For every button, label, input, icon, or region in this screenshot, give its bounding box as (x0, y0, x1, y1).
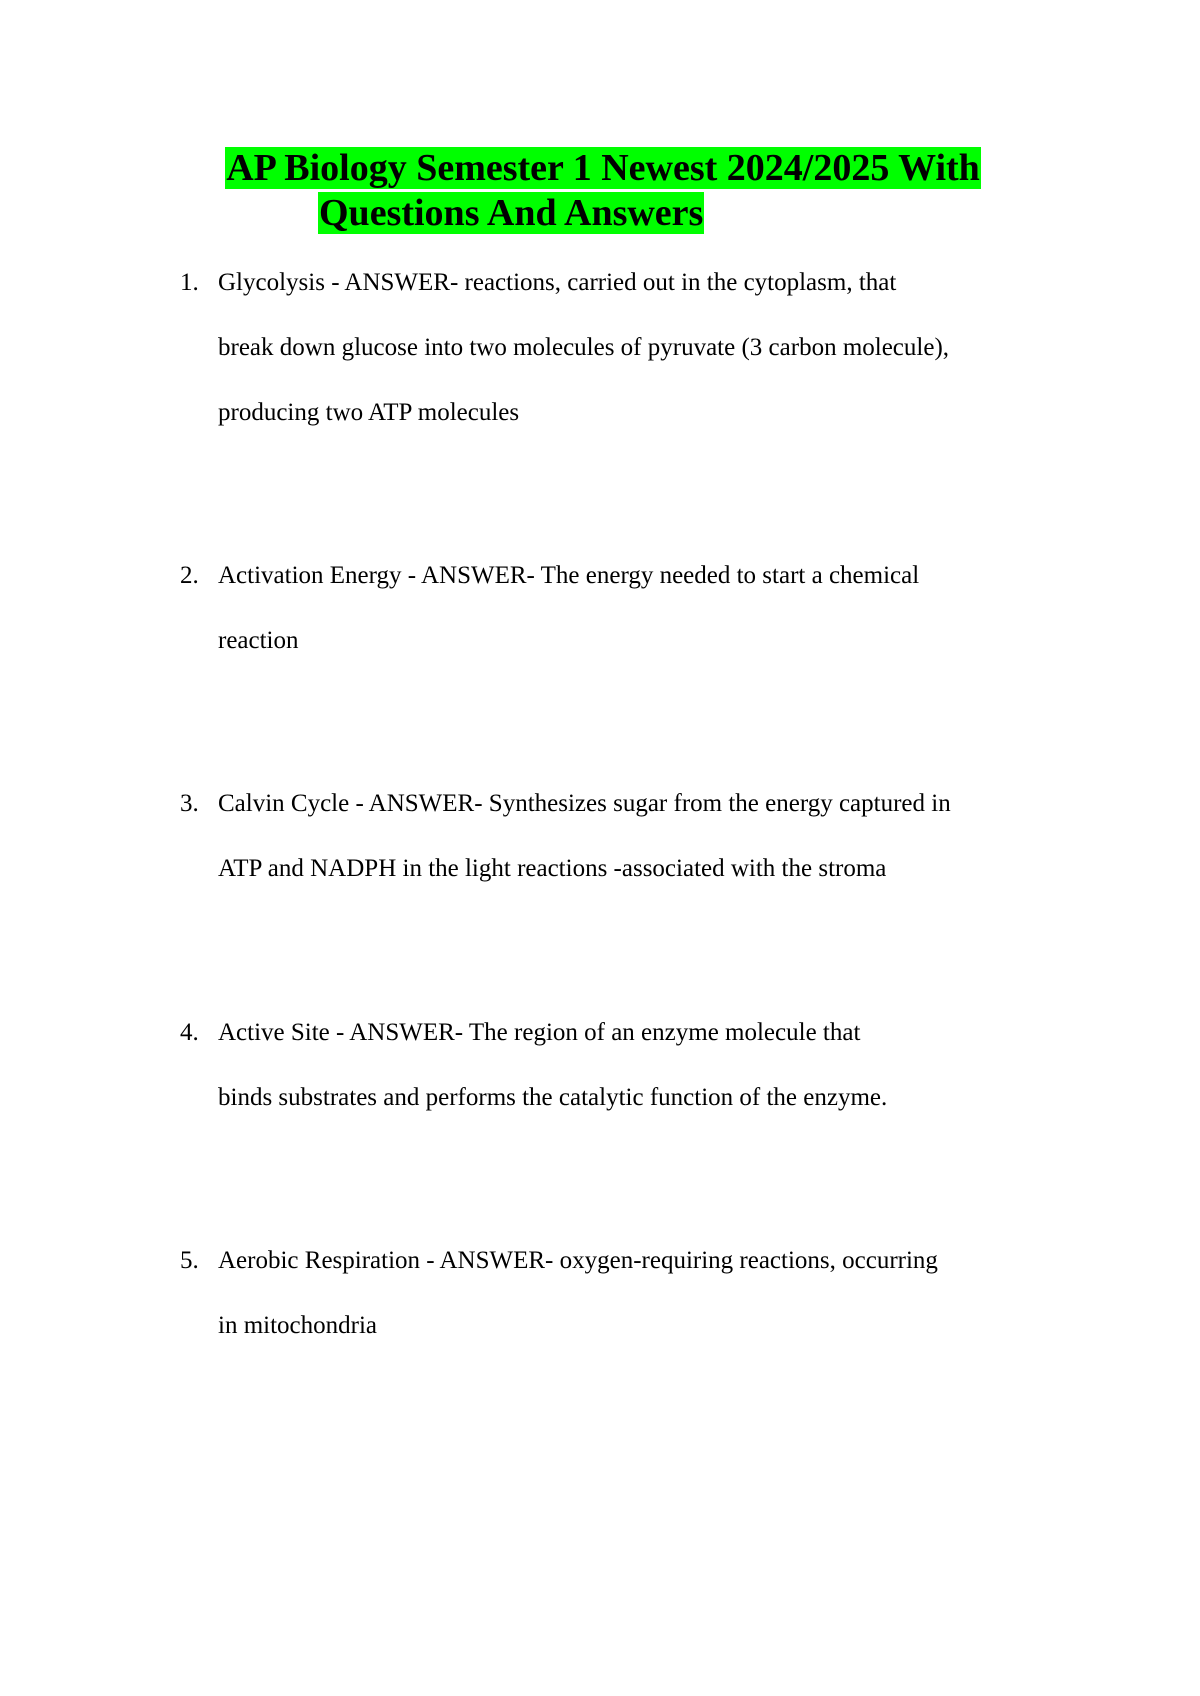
item-line: binds substrates and performs the catalytic function of the enzyme. (218, 1084, 888, 1111)
item-number: 2. (180, 562, 199, 589)
item-line: Glycolysis - ANSWER- reactions, carried out in the cytoplasm, that (218, 269, 897, 296)
item-text (218, 1228, 1058, 1358)
item-line: break down glucose into two molecules of pyruvate (3 carbon molecule), (218, 334, 950, 361)
item-text (218, 543, 1058, 673)
item-line: Aerobic Respiration - ANSWER- oxygen-requiring reactions, occurring (218, 1247, 938, 1274)
title-line-1 (0, 146, 1200, 191)
item-number: 1. (180, 269, 199, 296)
item-line: Active Site - ANSWER- The region of an enzyme molecule that (218, 1019, 861, 1046)
item-line: Calvin Cycle - ANSWER- Synthesizes sugar from the energy captured in (218, 790, 951, 817)
item-number: 5. (180, 1247, 199, 1274)
item-line: Activation Energy - ANSWER- The energy needed to start a chemical (218, 562, 920, 589)
item-line: in mitochondria (218, 1312, 377, 1339)
item-text (218, 250, 1058, 445)
item-line: reaction (218, 627, 299, 654)
title-highlight-2: Questions And Answers (319, 192, 704, 234)
item-line: ATP and NADPH in the light reactions -associated with the stroma (218, 855, 887, 882)
item-text (218, 771, 1058, 901)
item-text (218, 1000, 1058, 1130)
item-line: producing two ATP molecules (218, 399, 520, 426)
document-title (0, 146, 1200, 236)
item-number: 3. (180, 790, 199, 817)
title-line-2 (0, 191, 1200, 236)
title-highlight-1: AP Biology Semester 1 Newest 2024/2025 With (226, 147, 980, 189)
item-number: 4. (180, 1019, 199, 1046)
